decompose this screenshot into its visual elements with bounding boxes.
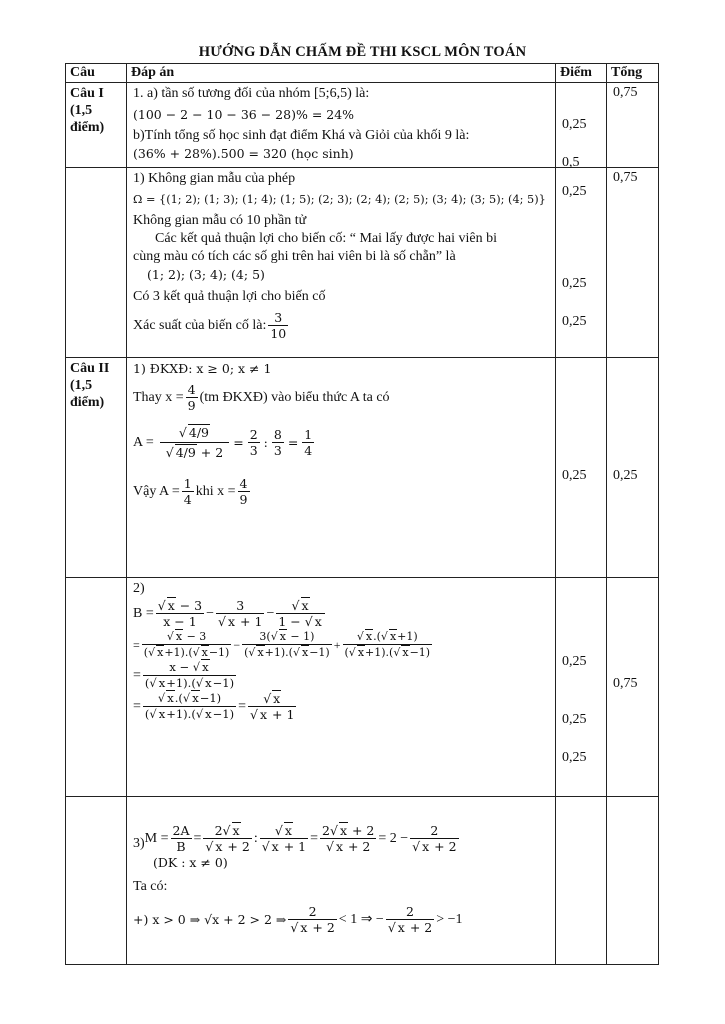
- answer-line: (36% + 28%).500 = 320 (học sinh): [133, 146, 354, 161]
- header-diem: Điểm: [556, 64, 607, 83]
- formula-b-step1: = $\frac{√ x - 3}{(√ x+1).(√ x-1)}$ − $\frac{3(√ x - 1)}{(√ x+1).(√ x-1)}$ + $\frac{√ x.(√ x+1)}{(√ x+1).(√ x-1)}$: [133, 630, 431, 659]
- answer-line: Thay x = $\frac{4}{9}$ (tm ĐKXĐ) vào biểu thức A ta có: [133, 382, 390, 413]
- total-value: 0,75: [613, 85, 638, 100]
- table-row: [66, 578, 659, 797]
- answer-line: 1) Không gian mẫu của phép: [133, 171, 296, 186]
- points-value: 0,25: [562, 117, 587, 132]
- points-value: 0,25: [562, 654, 587, 669]
- sample-space: Ω = {(1; 2); (1; 3); (1; 4); (1; 5); (2; 3); (2; 4); (2; 5); (3; 4); (3; 5); (4; 5)}: [133, 193, 546, 206]
- answer-cell: [127, 168, 556, 358]
- question-label: Câu I (1,5 điểm): [66, 83, 127, 168]
- grading-table: [65, 63, 659, 965]
- total-cell: [607, 578, 659, 797]
- answer-line: 1. a) tần số tương đối của nhóm [5;6,5) là:: [133, 86, 370, 101]
- answer-line: (DK : x ≠ 0): [153, 855, 228, 870]
- header-dap-an: Đáp án: [127, 64, 556, 83]
- total-cell: [607, 83, 659, 168]
- answer-line: Vậy A = $\frac{1}{4}$ khi x = $\frac{4}{9}$: [133, 476, 248, 507]
- probability-fraction: $\frac{3}{10}$: [270, 310, 287, 341]
- points-value: 0,25: [562, 314, 587, 329]
- points-value: 0,25: [562, 184, 587, 199]
- answer-line: b)Tính tổng số học sinh đạt điểm Khá và Giỏi của khối 9 là:: [133, 128, 470, 143]
- points-value: 0,25: [562, 276, 587, 291]
- points-value: 0,25: [562, 712, 587, 727]
- table-row: [66, 83, 659, 168]
- points-cell: [556, 578, 607, 797]
- points-value: 0,5: [562, 155, 580, 170]
- table-row: [66, 358, 659, 578]
- formula-b: B = $\frac{√ x - 3}{x - 1}$ − $\frac{3}{√ x + 1}$ − $\frac{√ x}{1 - √ x}$: [133, 598, 549, 629]
- header-cau: Câu: [66, 64, 127, 83]
- answer-line: 1) ĐKXĐ: x ≥ 0; x ≠ 1: [133, 361, 272, 376]
- total-value: 0,75: [613, 170, 638, 185]
- answer-line: Không gian mẫu có 10 phần tử: [133, 213, 307, 228]
- total-value: 0,75: [613, 676, 638, 691]
- formula-m: 3) M = $\frac{2A}{B}$ = $\frac{2√ x}{√ x + 2}$ : $\frac{√ x}{√ x + 1}$ = $\frac{2√ x + 2}{√ x + 2}$ = 2 − $\frac{2}{√ x + 2}$: [133, 823, 457, 854]
- probability-line: Xác suất của biến cố là: $\frac{3}{10}$: [133, 310, 287, 341]
- points-cell: [556, 168, 607, 358]
- table-row: [66, 797, 659, 965]
- table-row: [66, 168, 659, 358]
- points-value: 0,25: [562, 468, 587, 483]
- points-value: 0,25: [562, 750, 587, 765]
- answer-cell: [127, 83, 556, 168]
- total-value: 0,25: [613, 468, 638, 483]
- formula-b-step3: = $\frac{√ x.(√ x-1)}{(√ x+1).(√ x-1)}$ = $\frac{√ x}{√ x + 1}$: [133, 691, 295, 722]
- formula-ineq: +) x > 0 ⇒ √x + 2 > 2 ⇒ $\frac{2}{√ x + 2}$ < 1 ⇒ − $\frac{2}{√ x + 2}$ > −1: [133, 904, 463, 935]
- total-cell: [607, 358, 659, 578]
- header-row: [66, 64, 659, 83]
- answer-line: Các kết quả thuận lợi cho biến cố: “ Mai lấy được hai viên bi: [155, 231, 497, 246]
- answer-line: Ta có:: [133, 879, 168, 894]
- formula-a: A = $\frac{√ 4/9}{√ 4/9 + 2}$ = $\frac{2}{3}$ : $\frac{8}{3}$ = $\frac{1}{4}$: [133, 425, 313, 460]
- header-tong: Tổng: [607, 64, 659, 83]
- formula-b-step2: = $\frac{x - √ x}{(√ x+1).(√ x-1)}$: [133, 660, 235, 690]
- points-cell: [556, 358, 607, 578]
- answer-cell: 2) B = $\frac{√ x - 3}{x - 1}$ − $\frac{3}{√ x + 1}$ − $\frac{√ x}{1 - √ x}$ = $\frac{√ x - 3}{(√ x+1).(√ x-1)}$ − $\frac{3(√ x - 1)}{(√ x+1).(√ x-1)}$ + $\frac{√ x.(√ x+1)}{(√ x+1).(√ x-1)}$ = $\frac{x - √ x}{(√ x+1).(√ x-1)}$ = $\frac{√ x.(√ x-1)}{(√ x+1).(√ x-1)}$ = $\frac{√ x}{√ x + 1}$: [127, 578, 556, 797]
- answer-line: cùng màu có tích các số ghi trên hai viên bi là số chẵn” là: [133, 249, 456, 264]
- answer-cell: [127, 358, 556, 578]
- answer-line: (1; 2); (3; 4); (4; 5): [147, 267, 265, 282]
- answer-line: Có 3 kết quả thuận lợi cho biến cố: [133, 289, 326, 304]
- total-cell: [607, 168, 659, 358]
- question-label: Câu II (1,5 điểm): [66, 358, 127, 578]
- points-cell: [556, 83, 607, 168]
- page-title: HƯỚNG DẪN CHẤM ĐỀ THI KSCL MÔN TOÁN: [198, 44, 527, 60]
- answer-cell: [127, 797, 556, 965]
- answer-line: (100 − 2 − 10 − 36 − 28)% = 24%: [133, 107, 355, 122]
